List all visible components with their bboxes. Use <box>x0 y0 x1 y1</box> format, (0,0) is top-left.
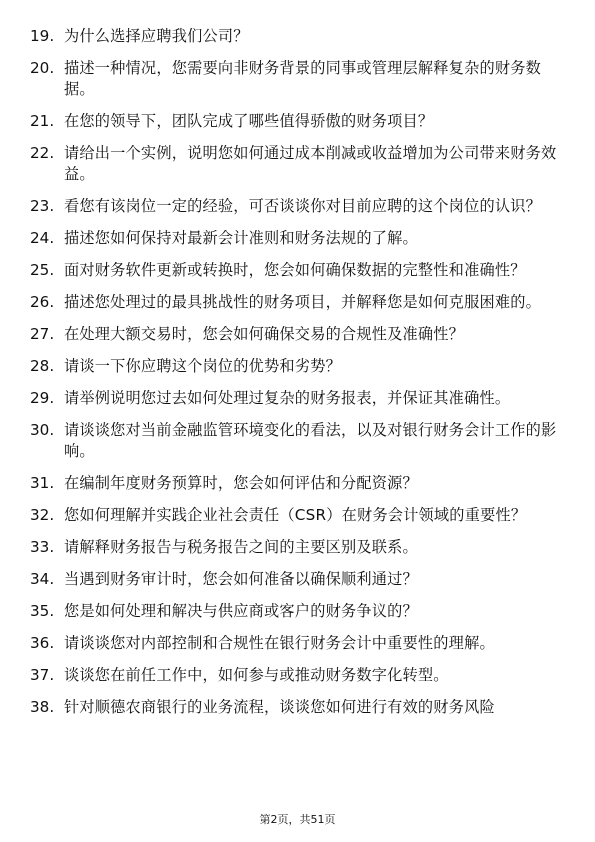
question-text: 在您的领导下，团队完成了哪些值得骄傲的财务项目？ <box>64 112 434 130</box>
question-item <box>30 324 570 345</box>
question-number: 32. <box>30 506 55 524</box>
question-item <box>30 292 570 313</box>
question-item <box>30 388 570 409</box>
question-item <box>30 697 570 718</box>
question-number: 31. <box>30 474 55 492</box>
question-item <box>30 58 570 100</box>
question-text: 描述您如何保持对最新会计准则和财务法规的了解。 <box>64 229 418 247</box>
question-text: 针对顺德农商银行的业务流程，谈谈您如何进行有效的财务风险 <box>64 698 495 716</box>
question-number: 36. <box>30 634 55 652</box>
question-item <box>30 26 570 47</box>
question-text: 请谈谈您对当前金融监管环境变化的看法，以及对银行财务会计工作的影响。 <box>64 421 557 460</box>
question-number: 29. <box>30 389 55 407</box>
question-item <box>30 356 570 377</box>
question-text: 请谈一下你应聘这个岗位的优势和劣势？ <box>64 357 341 375</box>
question-number: 38. <box>30 698 55 716</box>
question-number: 21. <box>30 112 55 130</box>
question-text: 谈谈您在前任工作中，如何参与或推动财务数字化转型。 <box>64 666 449 684</box>
question-text: 面对财务软件更新或转换时，您会如何确保数据的完整性和准确性？ <box>64 261 526 279</box>
question-item <box>30 537 570 558</box>
question-item <box>30 143 570 185</box>
question-number: 30. <box>30 421 55 439</box>
question-number: 28. <box>30 357 55 375</box>
question-item <box>30 601 570 622</box>
question-number: 37. <box>30 666 55 684</box>
question-number: 33. <box>30 538 55 556</box>
question-text: 请解释财务报告与税务报告之间的主要区别及联系。 <box>64 538 418 556</box>
question-item <box>30 665 570 686</box>
question-text: 请举例说明您过去如何处理过复杂的财务报表，并保证其准确性。 <box>64 389 511 407</box>
question-number: 22. <box>30 144 55 162</box>
question-text: 描述您处理过的最具挑战性的财务项目，并解释您是如何克服困难的。 <box>64 293 542 311</box>
question-item <box>30 505 570 526</box>
page-footer <box>0 813 595 827</box>
question-number: 34. <box>30 570 55 588</box>
question-item <box>30 569 570 590</box>
question-text: 看您有该岗位一定的经验，可否谈谈你对目前应聘的这个岗位的认识？ <box>64 197 542 215</box>
question-text: 为什么选择应聘我们公司？ <box>64 27 249 45</box>
question-number: 26. <box>30 293 55 311</box>
question-text: 您是如何处理和解决与供应商或客户的财务争议的？ <box>64 602 418 620</box>
question-item <box>30 111 570 132</box>
question-number: 19. <box>30 27 55 45</box>
question-number: 24. <box>30 229 55 247</box>
question-number: 35. <box>30 602 55 620</box>
question-item <box>30 228 570 249</box>
question-text: 请给出一个实例，说明您如何通过成本削减或收益增加为公司带来财务效益。 <box>64 144 557 183</box>
page-number-label: 第2页，共51页 <box>259 813 336 826</box>
question-number: 27. <box>30 325 55 343</box>
question-number: 23. <box>30 197 55 215</box>
question-list <box>30 26 570 729</box>
question-item <box>30 633 570 654</box>
question-item <box>30 196 570 217</box>
question-text: 您如何理解并实践企业社会责任（CSR）在财务会计领域的重要性？ <box>64 506 527 524</box>
question-text: 请谈谈您对内部控制和合规性在银行财务会计中重要性的理解。 <box>64 634 495 652</box>
question-item <box>30 420 570 462</box>
question-number: 20. <box>30 59 55 77</box>
question-text: 当遇到财务审计时，您会如何准备以确保顺利通过？ <box>64 570 418 588</box>
question-number: 25. <box>30 261 55 279</box>
question-text: 在处理大额交易时，您会如何确保交易的合规性及准确性？ <box>64 325 465 343</box>
question-text: 描述一种情况，您需要向非财务背景的同事或管理层解释复杂的财务数据。 <box>64 59 542 98</box>
question-item <box>30 260 570 281</box>
question-text: 在编制年度财务预算时，您会如何评估和分配资源？ <box>64 474 418 492</box>
question-item <box>30 473 570 494</box>
